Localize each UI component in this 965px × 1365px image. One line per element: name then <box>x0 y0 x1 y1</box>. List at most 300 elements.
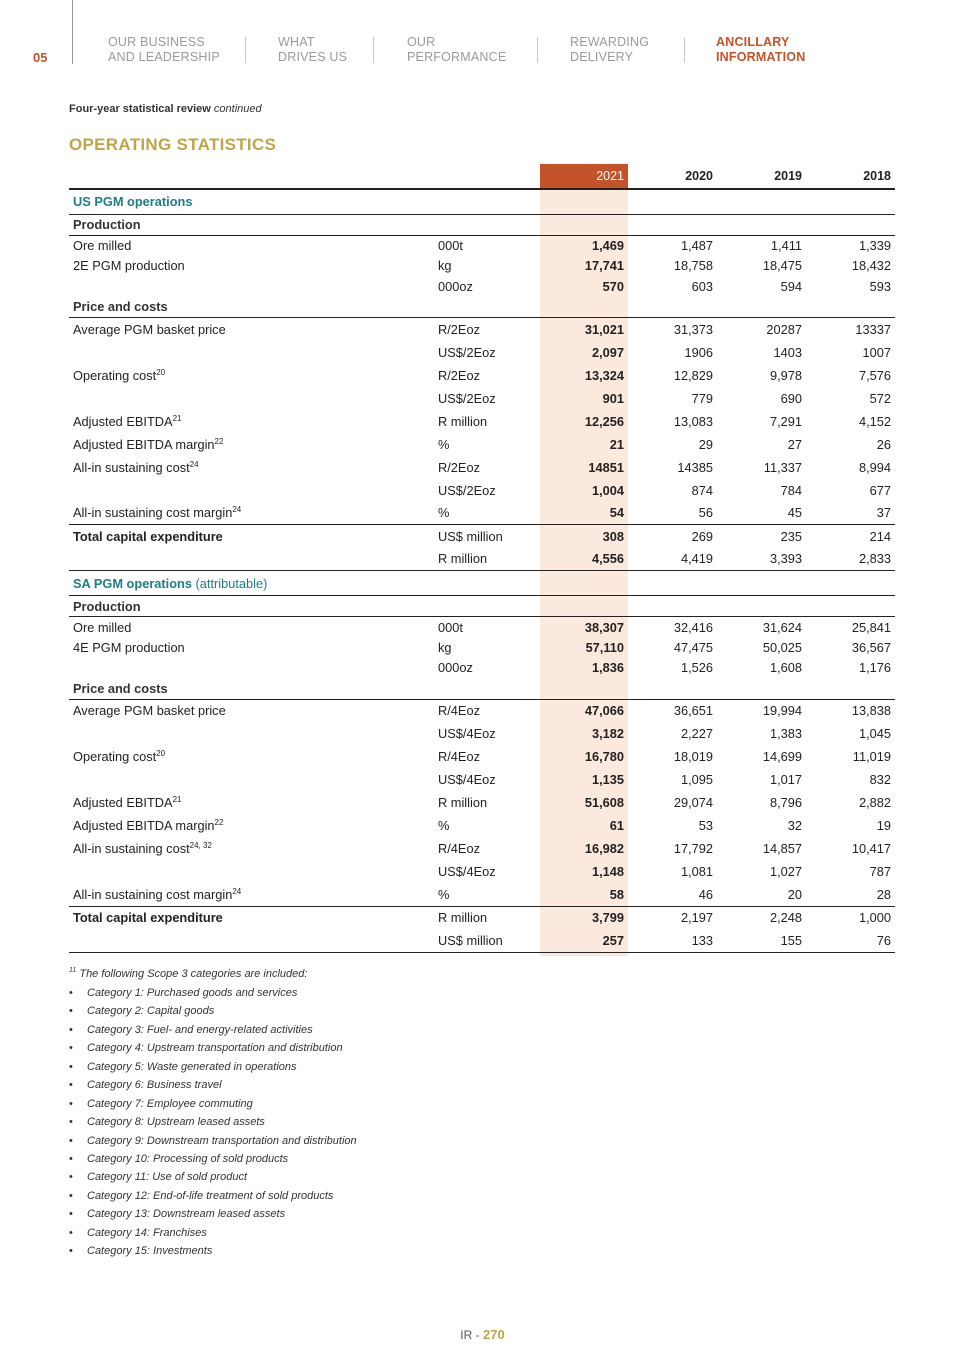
footnote-ref: 22 <box>214 436 224 446</box>
row-unit: R/4Eoz <box>438 703 480 719</box>
row-value: 12,829 <box>673 367 713 383</box>
row-value: 57,110 <box>585 639 624 655</box>
row-value: 16,780 <box>584 749 624 764</box>
row-value: 832 <box>869 772 891 787</box>
row-value: 21 <box>609 436 624 452</box>
nav-our-performance[interactable] <box>407 35 506 65</box>
table-row <box>69 318 895 341</box>
row-value: 31,624 <box>762 619 802 635</box>
row-value: 570 <box>602 278 624 294</box>
table-row <box>69 364 895 387</box>
row-unit: R/2Eoz <box>438 321 480 337</box>
empty-cell <box>540 678 628 699</box>
empty-cell <box>540 214 628 235</box>
row-label-text: Adjusted EBITDA <box>73 795 173 810</box>
row-label <box>69 276 434 297</box>
row-label <box>69 837 434 860</box>
row-value: 677 <box>869 482 891 498</box>
row-label-text: 2E PGM production <box>73 258 185 274</box>
nav-label: OUR <box>407 35 436 49</box>
empty-cell <box>717 678 806 699</box>
sa-pgm-section <box>69 571 895 953</box>
empty-cell <box>717 214 806 235</box>
row-label <box>69 235 434 256</box>
row-label-text: Operating cost <box>73 749 157 764</box>
footnote-item <box>69 1039 769 1057</box>
empty-cell <box>628 571 717 596</box>
row-label <box>69 722 434 745</box>
row-unit: 000oz <box>438 660 473 676</box>
table-row <box>69 814 895 837</box>
row-label <box>69 768 434 791</box>
footnote-ref: 24 <box>232 886 242 896</box>
row-value: 31,021 <box>584 321 624 337</box>
row-value: 76 <box>806 929 895 952</box>
row-label <box>69 410 434 433</box>
section-heading-label <box>69 571 434 596</box>
footnote-item <box>69 1187 769 1205</box>
row-value: 3,393 <box>717 548 806 571</box>
row-value: 38,307 <box>584 619 624 635</box>
row-value: 1,148 <box>591 864 624 879</box>
nav-our-business[interactable] <box>108 35 220 65</box>
subsection-heading-text: Production <box>73 598 141 614</box>
row-value: 20287 <box>766 321 802 337</box>
footnote-ref: 24 <box>232 505 242 515</box>
page-number <box>0 1327 965 1342</box>
row-value: 1,176 <box>858 660 891 676</box>
nav-separator <box>373 37 374 63</box>
bullet-icon: • <box>69 1245 73 1258</box>
row-label-text: Operating cost <box>73 367 157 383</box>
row-unit: kg <box>438 258 452 274</box>
empty-cell <box>434 571 540 596</box>
row-value: 27 <box>787 436 802 452</box>
footnote-item <box>69 1113 769 1131</box>
footnote-item-text: Category 1: Purchased goods and services <box>87 987 298 999</box>
row-value: 7,576 <box>858 367 891 383</box>
chapter-number: 05 <box>33 50 48 65</box>
row-label <box>69 617 434 638</box>
row-value: 1,004 <box>591 482 624 498</box>
subsection-heading-text: Price and costs <box>73 680 168 696</box>
row-label <box>69 479 434 502</box>
empty-cell <box>540 297 628 318</box>
row-value: 1,411 <box>770 238 802 253</box>
row-value: 2,882 <box>858 795 891 810</box>
table-row <box>69 410 895 433</box>
row-value: 17,792 <box>673 841 713 856</box>
row-value: 10,417 <box>851 841 891 856</box>
row-value: 308 <box>540 525 628 548</box>
empty-cell <box>717 189 806 214</box>
footnote-item-text: Category 10: Processing of sold products <box>87 1152 289 1165</box>
row-value: 4,556 <box>540 548 628 571</box>
footnote-ref: 21 <box>172 413 182 423</box>
empty-cell <box>434 214 540 235</box>
row-value: 18,758 <box>673 258 713 274</box>
page-number-value: 270 <box>482 1327 505 1342</box>
row-value: 4,419 <box>628 548 717 571</box>
row-value: 603 <box>691 278 713 294</box>
nav-label: DRIVES US <box>278 50 348 64</box>
bullet-icon: • <box>69 987 73 999</box>
bullet-icon: • <box>69 1060 73 1073</box>
bullet-icon: • <box>69 1189 73 1202</box>
row-unit: US$/4Eoz <box>438 772 496 787</box>
row-value: 779 <box>691 390 713 406</box>
section-nav <box>0 35 965 67</box>
footnote-ref: 20 <box>156 749 166 758</box>
row-value: 46 <box>698 886 713 902</box>
row-label <box>69 341 434 364</box>
row-value: 36,651 <box>673 703 713 719</box>
row-unit: US$/2Eoz <box>438 482 496 498</box>
row-unit: US$/4Eoz <box>438 726 496 741</box>
row-value: 19,994 <box>762 703 802 719</box>
row-value: 1,135 <box>591 772 624 787</box>
row-value: 12,256 <box>584 413 624 429</box>
empty-cell <box>540 571 628 596</box>
row-value: 1,027 <box>769 864 802 879</box>
nav-label: AND LEADERSHIP <box>108 50 220 64</box>
table-row <box>69 699 895 722</box>
row-value: 13,838 <box>851 703 891 719</box>
empty-cell <box>717 297 806 318</box>
subsection-heading <box>69 297 895 318</box>
bullet-icon: • <box>69 1226 73 1239</box>
row-unit: R/2Eoz <box>438 459 480 475</box>
table-row <box>69 502 895 525</box>
row-label <box>69 929 434 952</box>
row-value: 37 <box>876 505 891 521</box>
table-row <box>69 768 895 791</box>
row-value: 1,383 <box>769 726 802 741</box>
row-value: 133 <box>628 929 717 952</box>
row-label <box>69 256 434 277</box>
row-label <box>69 525 434 548</box>
bullet-icon: • <box>69 1005 73 1018</box>
row-label-text: Total capital expenditure <box>73 528 223 544</box>
row-value: 51,608 <box>584 795 624 810</box>
row-value: 14385 <box>677 459 713 475</box>
bullet-icon: • <box>69 1079 73 1092</box>
row-value: 9,978 <box>769 367 802 383</box>
footnote-item <box>69 1021 769 1039</box>
empty-cell <box>806 596 895 617</box>
footnote-item <box>69 1095 769 1113</box>
page-subtitle <box>69 103 262 115</box>
header-blank <box>434 164 540 189</box>
row-value: 2,197 <box>628 906 717 929</box>
row-value: 16,982 <box>584 841 624 856</box>
nav-separator <box>537 37 538 63</box>
row-label-text: Total capital expenditure <box>73 910 223 926</box>
table-row <box>69 722 895 745</box>
row-value: 155 <box>717 929 806 952</box>
footnote-item-text: Category 4: Upstream transportation and distribution <box>87 1042 343 1055</box>
row-unit: R/4Eoz <box>438 841 480 856</box>
row-value: 269 <box>628 525 717 548</box>
nav-what-drives-us[interactable] <box>278 35 347 65</box>
row-unit: US$ million <box>434 929 540 952</box>
row-value: 1,095 <box>680 772 713 787</box>
bullet-icon: • <box>69 1171 73 1184</box>
table-row <box>69 525 895 548</box>
empty-cell <box>628 214 717 235</box>
row-label <box>69 791 434 814</box>
footnote-item-text: Category 13: Downstream leased assets <box>87 1208 286 1221</box>
row-value: 25,841 <box>851 619 891 635</box>
subsection-heading-label <box>69 596 434 617</box>
row-label <box>69 745 434 768</box>
row-value: 572 <box>869 390 891 406</box>
empty-cell <box>717 571 806 596</box>
row-value: 1,487 <box>680 238 713 253</box>
section-heading-label <box>69 189 434 214</box>
row-unit: % <box>438 886 450 902</box>
table-row <box>69 341 895 364</box>
row-label-text: Ore milled <box>73 238 132 253</box>
nav-label: PERFORMANCE <box>407 50 507 64</box>
row-unit: US$ million <box>434 525 540 548</box>
bullet-icon: • <box>69 1208 73 1221</box>
row-value: 235 <box>717 525 806 548</box>
footnote-list <box>69 984 769 1261</box>
row-value: 787 <box>869 864 891 879</box>
empty-cell <box>628 678 717 699</box>
footnote-intro <box>69 964 769 984</box>
row-value: 1,000 <box>806 906 895 929</box>
row-value: 13,083 <box>673 413 713 429</box>
footnote-item <box>69 1058 769 1076</box>
table-row <box>69 256 895 277</box>
empty-cell <box>806 214 895 235</box>
nav-label: ANCILLARY <box>716 35 790 49</box>
row-value: 1007 <box>862 344 891 360</box>
row-unit: % <box>438 818 450 833</box>
row-label <box>69 364 434 387</box>
row-value: 28 <box>876 886 891 902</box>
subsection-heading <box>69 678 895 699</box>
row-label <box>69 502 434 525</box>
row-value: 2,833 <box>806 548 895 571</box>
header-year: 2018 <box>806 164 895 189</box>
row-value: 17,741 <box>584 258 624 274</box>
footnote-item <box>69 984 769 1002</box>
row-value: 1,526 <box>680 660 713 676</box>
nav-ancillary-information[interactable] <box>716 35 805 65</box>
table-row <box>69 837 895 860</box>
footnote-item-text: Category 9: Downstream transportation and distribution <box>87 1134 357 1147</box>
empty-cell <box>628 596 717 617</box>
bullet-icon: • <box>69 1116 73 1129</box>
row-value: 14,857 <box>762 841 802 856</box>
table-row <box>69 883 895 906</box>
row-label <box>69 318 434 341</box>
row-value: 594 <box>780 278 802 294</box>
footnote-item <box>69 1132 769 1150</box>
row-label <box>69 860 434 883</box>
row-value: 47,066 <box>584 703 624 719</box>
table-row <box>69 387 895 410</box>
row-value: 8,994 <box>858 459 891 475</box>
row-value: 1,017 <box>769 772 802 787</box>
table-header-row <box>69 164 895 189</box>
nav-label: DELIVERY <box>570 50 634 64</box>
subsection-heading-text: Production <box>73 217 141 232</box>
row-label <box>69 658 434 679</box>
row-value: 1,081 <box>680 864 713 879</box>
footnote-ref: 21 <box>172 795 182 804</box>
row-value: 1,469 <box>591 238 624 253</box>
footnote-item <box>69 1150 769 1168</box>
row-value: 58 <box>609 886 624 902</box>
subsection-heading-text: Price and costs <box>73 299 168 315</box>
page-prefix: IR - <box>460 1328 480 1342</box>
subsection-heading <box>69 214 895 235</box>
row-value: 54 <box>609 505 624 521</box>
row-value: 1906 <box>684 344 713 360</box>
bullet-icon: • <box>69 1097 73 1110</box>
row-value: 45 <box>787 505 802 521</box>
footnotes <box>69 964 769 1261</box>
empty-cell <box>628 297 717 318</box>
section-heading-text: SA PGM operations <box>73 575 192 591</box>
row-unit: US$/2Eoz <box>438 344 496 360</box>
row-value: 47,475 <box>673 639 713 655</box>
header-year: 2019 <box>717 164 806 189</box>
row-unit: kg <box>438 639 452 655</box>
row-value: 1,339 <box>858 238 891 253</box>
footnote-ref: 24 <box>189 459 199 469</box>
row-value: 11,337 <box>763 459 802 475</box>
footnote-intro-text: The following Scope 3 categories are included: <box>79 968 308 980</box>
row-value: 18,432 <box>851 258 891 274</box>
subsection-heading-label <box>69 678 434 699</box>
footnote-item-text: Category 7: Employee commuting <box>87 1097 253 1110</box>
row-label-text: All-in sustaining cost margin <box>73 886 233 902</box>
row-value: 214 <box>806 525 895 548</box>
footnote-item-text: Category 12: End-of-life treatment of sold products <box>87 1189 334 1202</box>
footnote-ref: 22 <box>214 818 224 827</box>
row-value: 257 <box>540 929 628 952</box>
row-value: 61 <box>609 818 624 833</box>
empty-cell <box>806 297 895 318</box>
footnote-item-text: Category 8: Upstream leased assets <box>87 1116 265 1129</box>
footnote-item <box>69 1242 769 1260</box>
header-year: 2021 <box>540 164 628 189</box>
footnote-item-text: Category 15: Investments <box>87 1245 213 1258</box>
table-row <box>69 548 895 571</box>
empty-cell <box>717 596 806 617</box>
row-label-text: Adjusted EBITDA margin <box>73 818 215 833</box>
subtitle-main: Four-year statistical review <box>69 103 211 115</box>
row-value: 13,324 <box>584 367 624 383</box>
row-label-text: All-in sustaining cost <box>73 841 190 856</box>
footnote-item <box>69 1002 769 1020</box>
table-row <box>69 658 895 679</box>
row-value: 14,699 <box>762 749 802 764</box>
row-label <box>69 387 434 410</box>
row-unit: 000oz <box>438 278 473 294</box>
subsection-heading-label <box>69 297 434 318</box>
bullet-icon: • <box>69 1134 73 1147</box>
row-label <box>69 548 434 571</box>
table-row <box>69 235 895 256</box>
table-row <box>69 479 895 502</box>
row-value: 29,074 <box>673 795 713 810</box>
row-unit: R/4Eoz <box>438 749 480 764</box>
row-value: 1403 <box>773 344 802 360</box>
row-value: 26 <box>876 436 891 452</box>
row-label-text: All-in sustaining cost margin <box>73 505 233 521</box>
empty-cell <box>434 297 540 318</box>
row-value: 18,475 <box>762 258 802 274</box>
row-value: 901 <box>602 390 624 406</box>
row-value: 8,796 <box>769 795 802 810</box>
row-unit: R million <box>438 413 488 429</box>
nav-separator <box>245 37 246 63</box>
row-label-text: Adjusted EBITDA margin <box>73 436 215 452</box>
subsection-heading-label <box>69 214 434 235</box>
row-value: 50,025 <box>762 639 802 655</box>
section-heading <box>69 189 895 214</box>
table-row <box>69 929 895 952</box>
row-unit: % <box>438 505 450 521</box>
empty-cell <box>540 189 628 214</box>
row-label-text: Average PGM basket price <box>73 321 226 337</box>
row-label <box>69 699 434 722</box>
header-blank <box>69 164 434 189</box>
row-unit: US$/2Eoz <box>438 390 496 406</box>
row-value: 690 <box>780 390 802 406</box>
footnote-marker: 11 <box>69 967 77 974</box>
page-title: OPERATING STATISTICS <box>69 135 277 154</box>
row-unit: 000t <box>438 619 463 635</box>
operating-statistics-table <box>69 164 895 953</box>
row-value: 784 <box>780 482 802 498</box>
bullet-icon: • <box>69 1023 73 1036</box>
row-unit: R million <box>434 548 540 571</box>
row-value: 32,416 <box>673 619 713 635</box>
section-heading-text: US PGM operations <box>73 194 193 210</box>
nav-label: INFORMATION <box>716 50 806 64</box>
row-value: 32 <box>787 818 802 833</box>
row-value: 53 <box>698 818 713 833</box>
row-unit: R/2Eoz <box>438 367 480 383</box>
row-label-text: Ore milled <box>73 619 132 635</box>
empty-cell <box>540 596 628 617</box>
table-row <box>69 860 895 883</box>
footnote-item-text: Category 2: Capital goods <box>87 1005 215 1018</box>
nav-rewarding-delivery[interactable] <box>570 35 649 65</box>
footnote-ref: 20 <box>156 367 166 377</box>
table-row <box>69 276 895 297</box>
row-value: 3,799 <box>540 906 628 929</box>
nav-label: WHAT <box>278 35 315 49</box>
row-value: 31,373 <box>673 321 713 337</box>
row-value: 2,097 <box>591 344 624 360</box>
footnote-item <box>69 1205 769 1223</box>
row-label-text: 4E PGM production <box>73 639 185 655</box>
row-value: 20 <box>787 886 802 902</box>
table-row <box>69 456 895 479</box>
row-value: 11,019 <box>852 749 891 764</box>
row-value: 29 <box>698 436 713 452</box>
row-value: 14851 <box>588 459 624 475</box>
table-row <box>69 637 895 658</box>
